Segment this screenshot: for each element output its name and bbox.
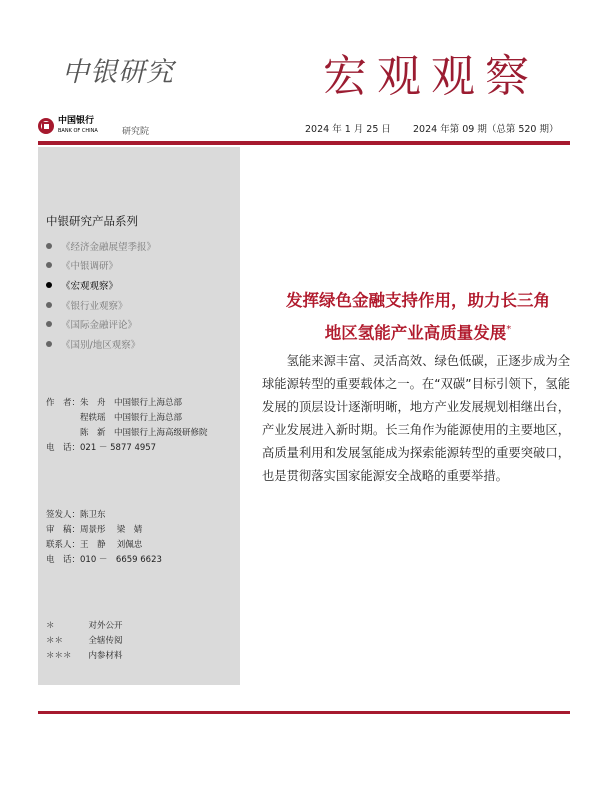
- sidebar: [38, 147, 240, 685]
- article-abstract: 氢能来源丰富、灵活高效、绿色低碳，正逐步成为全球能源转型的重要载体之一。在“双碳”目标引领下，氢能发展的顶层设计逐渐明晰，地方产业发展规划相继出台，产业发展进入新时期。长三角作为能源使用的主要地区，高质量利用和发展氢能成为探索能源转型的重要突破口，也是贯彻落实国家能源安全战略的重要举措。: [262, 354, 570, 483]
- logo-en: BANK OF CHINA: [58, 128, 98, 134]
- bottom-rule: [38, 711, 570, 714]
- series-item: 《中银调研》: [46, 256, 156, 276]
- top-rule: [38, 141, 570, 145]
- logo-cn: 中国银行: [58, 116, 95, 126]
- series-title: 中银研究产品系列: [46, 214, 138, 228]
- classification-legend: ＊ 对外公开 ＊＊ 全辖传阅 ＊＊＊ 内参材料: [46, 621, 123, 661]
- contacts: 签发人：陈卫东 审 稿：周景彤 梁 婧 联系人：王 静 刘佩忠 电 话：010 － 6659 6623: [46, 510, 162, 565]
- series-list: [46, 236, 156, 354]
- bank-of-china-icon: [38, 118, 54, 134]
- authors: 作 者：朱 舟 中国银行上海总部 程轶瑶 中国银行上海总部 陈 新 中国银行上海高级研修院 电 话：021 － 5877 4957: [46, 398, 208, 453]
- series-item: 《经济金融展望季报》: [46, 236, 156, 256]
- institute: 研究院: [122, 127, 150, 137]
- issue-number: 2024 年第 09 期（总第 520 期）: [413, 124, 559, 135]
- bank-logo: [38, 116, 98, 136]
- series-item-current: 《宏观观察》: [46, 275, 156, 295]
- article-title: 发挥绿色金融支持作用，助力长三角 地区氢能产业高质量发展*: [286, 291, 550, 343]
- series-item: 《国别/地区观察》: [46, 334, 156, 354]
- series-item: 《国际金融评论》: [46, 314, 156, 334]
- publication-title: 宏观观察: [323, 51, 539, 102]
- series-item: 《银行业观察》: [46, 295, 156, 315]
- report-date: 2024 年 1 月 25 日: [305, 124, 391, 135]
- brand-script-logo: 中银研究: [62, 57, 174, 88]
